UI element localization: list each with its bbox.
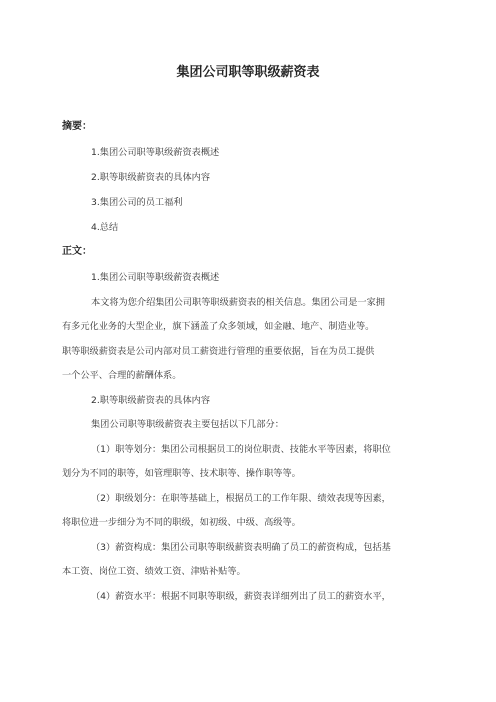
- paragraph-line: 一个公平、合理的薪酬体系。: [62, 370, 182, 381]
- paragraph-line: 有多元化业务的大型企业，旗下涵盖了众多领域，如金融、地产、制造业等。: [62, 321, 375, 332]
- list-item-line: 划分为不同的职等，如管理职等、技术职等、操作职等等。: [62, 468, 301, 479]
- list-item-line: 本工资、岗位工资、绩效工资、津贴补贴等。: [62, 566, 246, 577]
- document-title: 集团公司职等职级薪资表: [176, 65, 320, 80]
- paragraph-line: 职等职级薪资表是公司内部对员工薪资进行管理的重要依据，旨在为员工提供: [62, 346, 375, 357]
- toc-item: 4.总结: [91, 222, 119, 233]
- list-item-line: （3）薪资构成：集团公司职等职级薪资表明确了员工的薪资构成，包括基: [91, 542, 391, 553]
- body-label: 正文：: [62, 246, 92, 257]
- paragraph-line: 集团公司职等职级薪资表主要包括以下几部分：: [91, 419, 284, 430]
- toc-item: 3.集团公司的员工福利: [91, 197, 183, 208]
- section-heading: 1.集团公司职等职级薪资表概述: [91, 272, 220, 283]
- abstract-label: 摘要：: [62, 121, 92, 132]
- section-heading: 2.职等职级薪资表的具体内容: [91, 395, 211, 406]
- paragraph-line: 本文将为您介绍集团公司职等职级薪资表的相关信息。集团公司是一家拥: [91, 297, 385, 308]
- list-item-line: （1）职等划分：集团公司根据员工的岗位职责、技能水平等因素，将职位: [91, 444, 391, 455]
- toc-item: 2.职等职级薪资表的具体内容: [91, 172, 211, 183]
- toc-item: 1.集团公司职等职级薪资表概述: [91, 147, 220, 158]
- list-item-line: （4）薪资水平：根据不同职等职级，薪资表详细列出了员工的薪资水平，: [91, 591, 391, 602]
- list-item-line: 将职位进一步细分为不同的职级，如初级、中级、高级等。: [62, 517, 301, 528]
- list-item-line: （2）职级划分：在职等基础上，根据员工的工作年限、绩效表现等因素，: [91, 493, 391, 504]
